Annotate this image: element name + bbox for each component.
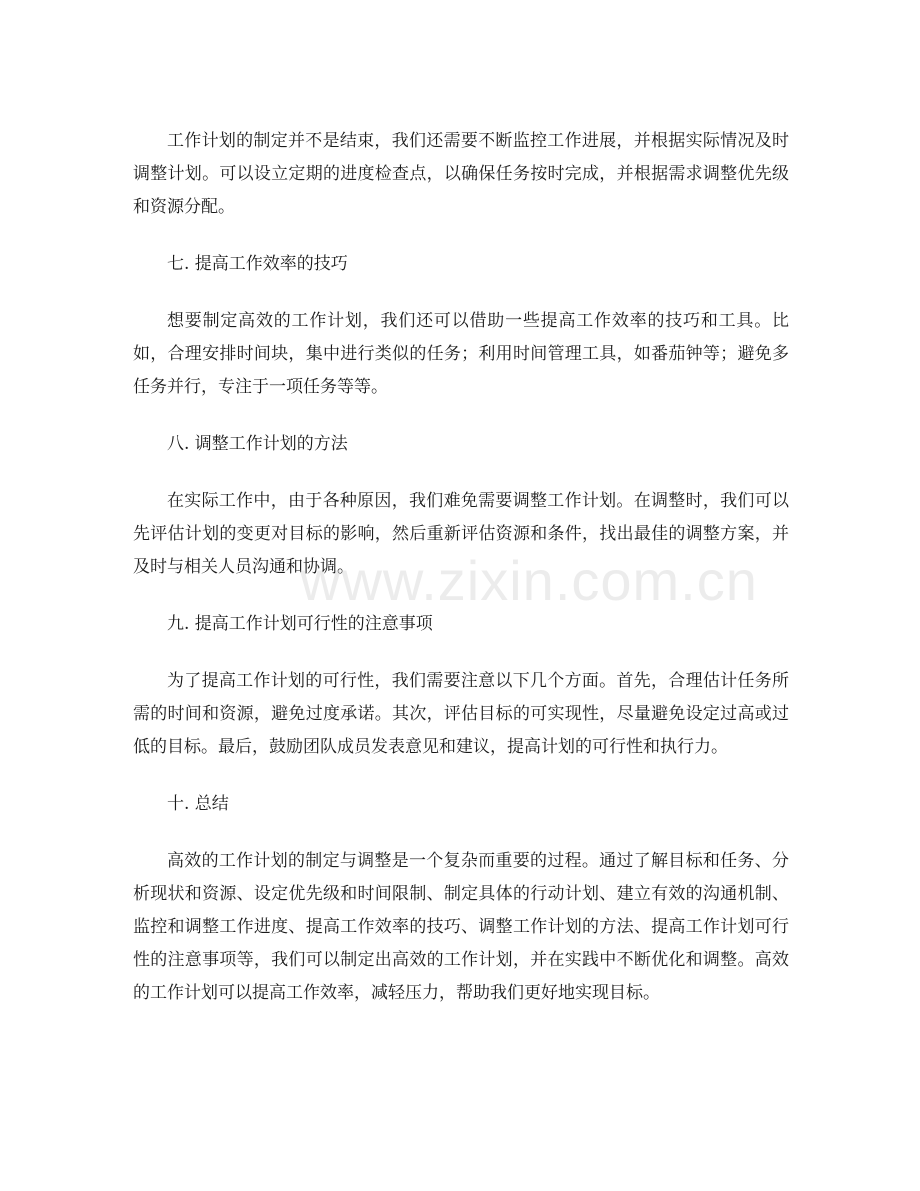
- paragraph-feasibility: 为了提高工作计划的可行性，我们需要注意以下几个方面。首先，合理估计任务所需的时间和资源，避免过度承诺。其次，评估目标的可实现性，尽量避免设定过高或过低的目标。最后，鼓励团队成员发表意见和建议，提高计划的可行性和执行力。: [133, 671, 789, 757]
- paragraph-monitor-adjust: 工作计划的制定并不是结束，我们还需要不断监控工作进展，并根据实际情况及时调整计划。可以设立定期的进度检查点，以确保任务按时完成，并根据需求调整优先级和资源分配。: [133, 131, 789, 217]
- watermark-text: www.zixin.com.cn: [300, 549, 758, 612]
- document-body: [133, 125, 789, 1034]
- section-heading-10: 十. 总结: [167, 794, 229, 814]
- paragraph-summary: 高效的工作计划的制定与调整是一个复杂而重要的过程。通过了解目标和任务、分析现状和资源、设定优先级和时间限制、制定具体的行动计划、建立有效的沟通机制、监控和调整工作进度、提高工作效率的技巧、调整工作计划的方法、提高工作计划可行性的注意事项等，我们可以制定出高效的工作计划，并在实践中不断优化和调整。高效的工作计划可以提高工作效率，减轻压力，帮助我们更好地实现目标。: [133, 851, 789, 1003]
- section-heading-9: 九. 提高工作计划可行性的注意事项: [167, 614, 433, 634]
- paragraph-efficiency-tips: 想要制定高效的工作计划，我们还可以借助一些提高工作效率的技巧和工具。比如，合理安排时间块，集中进行类似的任务；利用时间管理工具，如番茄钟等；避免多任务并行，专注于一项任务等等。: [133, 311, 789, 397]
- section-heading-8: 八. 调整工作计划的方法: [167, 434, 348, 454]
- section-heading-7: 七. 提高工作效率的技巧: [167, 254, 348, 274]
- paragraph-adjust-methods: 在实际工作中，由于各种原因，我们难免需要调整工作计划。在调整时，我们可以先评估计划的变更对目标的影响，然后重新评估资源和条件，找出最佳的调整方案，并及时与相关人员沟通和协调。: [133, 491, 789, 577]
